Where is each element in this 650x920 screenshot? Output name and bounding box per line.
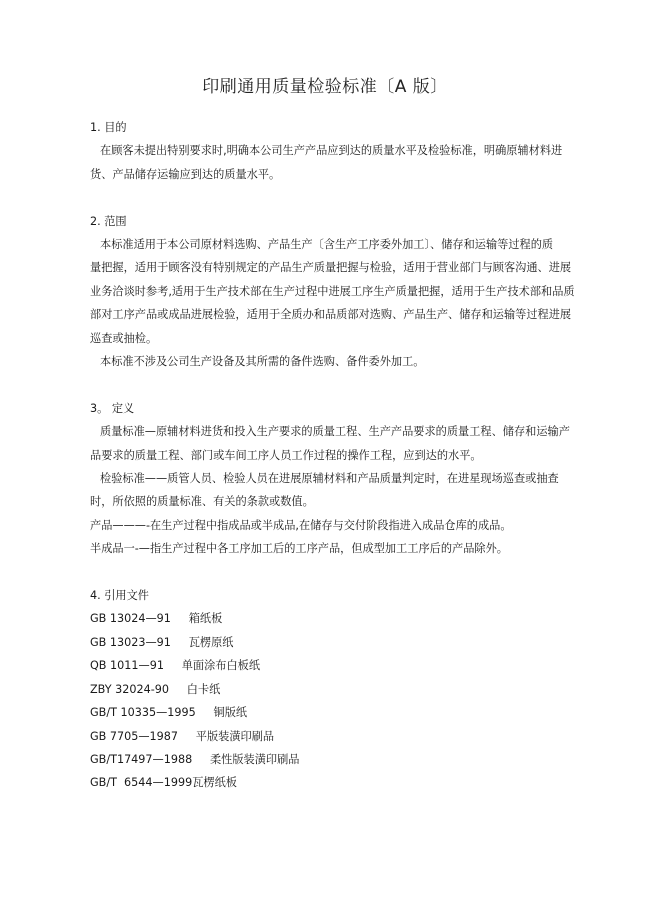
reference-item: GB 13023—91 瓦楞原纸	[90, 635, 234, 649]
section-2-para-line: 量把握，适用于顾客没有特别规定的产品生产质量把握与检验，适用于营业部门与顾客沟通、进展	[90, 261, 572, 275]
definition-quality-standard-cont: 品要求的质量工程、部门或车间工序人员工作过程的操作工程，应到达的水平。	[90, 448, 482, 462]
definition-quality-standard: 质量标准—原辅材料进货和投入生产要求的质量工程、生产产品要求的质量工程、储存和运输产	[100, 425, 570, 439]
reference-item: ZBY 32024-90 白卡纸	[90, 682, 221, 696]
section-1-heading: 1. 目的	[90, 121, 127, 134]
section-1-para-line: 货、产品储存运输应到达的质量水平。	[90, 167, 281, 181]
definition-semi-product: 半成品一-—指生产过程中各工序加工后的工序产品，但成型加工工序后的产品除外。	[90, 542, 508, 556]
section-2-para-line: 巡查或抽检。	[90, 331, 158, 345]
reference-item: GB/T17497—1988 柔性版装潢印刷品	[90, 752, 300, 766]
reference-item: GB/T 6544—1999瓦楞纸板	[90, 776, 237, 790]
reference-item: QB 1011—91 单面涂布白板纸	[90, 659, 261, 673]
reference-item: GB 13024—91 箱纸板	[90, 612, 223, 626]
document-body	[90, 116, 580, 795]
section-3-heading: 3。 定义	[90, 401, 135, 415]
definition-inspection-standard: 检验标准——质管人员、检验人员在进展原辅材料和产品质量判定时，在进星现场巡查或抽查	[100, 472, 559, 486]
section-2-heading: 2. 范围	[90, 214, 127, 228]
reference-item: GB 7705—1987 平版装潢印刷品	[90, 729, 275, 743]
definition-product: 产品———-在生产过程中指成品或半成品,在储存与交付阶段指进入成品仓库的成品。	[90, 518, 512, 532]
section-2-para-line: 本标准不涉及公司生产设备及其所需的备件选购、备件委外加工。	[100, 355, 425, 369]
document-title: 印刷通用质量检验标准〔A 版〕	[202, 77, 448, 97]
definition-inspection-standard-cont: 时，所依照的质量标准、有关的条款或数值。	[90, 495, 314, 509]
section-2-para-line: 业务洽谈时参考,适用于生产技术部在生产过程中进展工序生产质量把握，适用于生产技术部和品质	[90, 284, 575, 298]
section-4-heading: 4. 引用文件	[90, 589, 149, 603]
spacer	[90, 561, 580, 584]
section-1-para-line: 在顾客未提出特别要求时,明确本公司生产产品应到达的质量水平及检验标准，明确原辅材料进	[100, 144, 563, 158]
spacer	[90, 373, 580, 396]
reference-item: GB/T 10335—1995 铜版纸	[90, 706, 248, 720]
section-2-para-line: 本标准适用于本公司原材料选购、产品生产〔含生产工序委外加工〕、储存和运输等过程的质	[100, 238, 554, 252]
spacer	[90, 186, 580, 209]
section-2-para-line: 部对工序产品或成品进展检验，适用于全质办和品质部对选购、产品生产、储存和运输等过程进展	[90, 308, 572, 322]
